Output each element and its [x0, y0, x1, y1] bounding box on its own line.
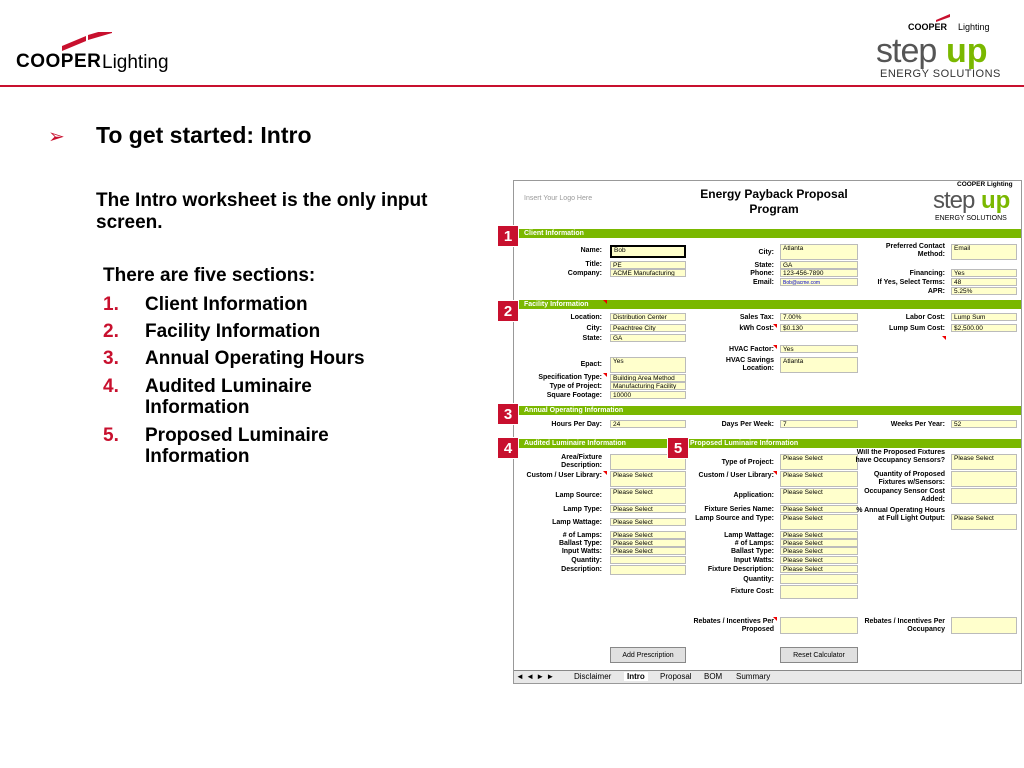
proposed-qty-label: Quantity: — [743, 576, 774, 583]
stepup-logo — [876, 12, 1006, 82]
client-contact-field[interactable]: Email — [951, 244, 1017, 260]
client-state-label: State: — [754, 262, 774, 269]
proposed-source-label: Lamp Source and Type: — [695, 515, 774, 522]
days-per-week-label: Days Per Week: — [721, 421, 774, 428]
proposed-wattage-label: Lamp Wattage: — [724, 532, 774, 539]
client-title-label: Title: — [585, 261, 602, 268]
section-badge-1: 1 — [497, 225, 519, 247]
section-luminaire-header — [514, 439, 1021, 448]
client-city-field[interactable]: Atlanta — [780, 244, 858, 260]
audited-lamps-label: # of Lamps: — [562, 532, 602, 539]
add-prescription-button[interactable]: Add Prescription — [610, 647, 686, 663]
client-company-label: Company: — [567, 270, 602, 277]
audited-qty-field[interactable] — [610, 556, 686, 564]
client-name-label: Name: — [580, 247, 602, 254]
audited-input-label: Input Watts: — [561, 548, 602, 555]
client-terms-label: If Yes, Select Terms: — [877, 279, 945, 286]
proposed-ballast-field[interactable]: Please Select — [780, 547, 858, 555]
cooper-lighting-logo — [16, 32, 186, 78]
sheet-title: Energy Payback Proposal Program — [700, 187, 848, 216]
list-text: Client Information — [145, 294, 308, 315]
client-company-field[interactable]: ACME Manufacturing — [610, 269, 686, 277]
client-email-field[interactable]: Bob@acme.com — [780, 278, 858, 286]
comment-indicator-icon — [603, 471, 607, 475]
list-item — [103, 376, 405, 418]
proposed-wattage-field[interactable]: Please Select — [780, 531, 858, 539]
list-text: Audited Luminaire Information — [145, 376, 312, 418]
comment-indicator-icon — [773, 471, 777, 475]
facility-spec-label: Specification Type: — [538, 374, 602, 381]
facility-project-field[interactable]: Manufacturing Facility — [610, 382, 686, 390]
proposed-fixture-desc-field[interactable]: Please Select — [780, 565, 858, 573]
title-bullet-icon: ➢ — [48, 126, 65, 148]
comment-indicator-icon — [942, 336, 946, 340]
list-number: 4. — [103, 376, 119, 397]
client-contact-label: Preferred Contact Method: — [885, 243, 945, 258]
tab-summary[interactable]: Summary — [736, 672, 771, 681]
client-email-label: Email: — [752, 279, 774, 286]
intro-paragraph: The Intro worksheet is the only input screen. — [96, 190, 428, 233]
audited-desc-label: Description: — [561, 566, 602, 573]
proposed-cost-label: Fixture Cost: — [730, 588, 774, 595]
logo-placeholder: Insert Your Logo Here — [524, 195, 593, 202]
client-financing-label: Financing: — [909, 270, 945, 277]
audited-desc-field[interactable] — [610, 565, 686, 575]
client-name-field[interactable]: Bob — [610, 245, 686, 258]
header-divider — [0, 85, 1024, 87]
section-badge-3: 3 — [497, 403, 519, 425]
proposed-source-field[interactable]: Please Select — [780, 514, 858, 530]
facility-hvac-label: HVAC Factor: — [729, 346, 774, 353]
logo-cooper-text: COOPER — [16, 51, 102, 72]
list-number: 2. — [103, 321, 119, 342]
proposed-cost-field[interactable] — [780, 585, 858, 599]
list-item — [103, 294, 405, 315]
proposed-lamps-field[interactable]: Please Select — [780, 539, 858, 547]
client-phone-label: Phone: — [750, 270, 774, 277]
tab-bom[interactable]: BOM — [704, 672, 723, 681]
proposed-rebates-field[interactable] — [780, 617, 858, 634]
audited-type-label: Lamp Type: — [563, 506, 602, 513]
proposed-rebates-label: Rebates / Incentives Per Proposed — [693, 618, 774, 633]
tab-disclaimer[interactable]: Disclaimer — [574, 672, 612, 681]
proposed-occupancy-label: Will the Proposed Fixtures have Occupancy Sensors? — [855, 449, 945, 464]
days-per-week-field[interactable]: 7 — [780, 420, 858, 428]
facility-epact-field[interactable]: Yes — [610, 357, 686, 373]
proposed-full-light-field[interactable]: Please Select — [951, 514, 1017, 530]
proposed-occupancy-cost-field[interactable] — [951, 488, 1017, 504]
list-item — [103, 425, 405, 467]
proposed-qty-field[interactable] — [780, 574, 858, 584]
facility-tax-field[interactable]: 7.00% — [780, 313, 858, 321]
client-financing-field[interactable]: Yes — [951, 269, 1017, 277]
tab-proposal[interactable]: Proposal — [660, 672, 692, 681]
client-title-field[interactable]: PE — [610, 261, 686, 269]
facility-location-label: Location: — [570, 314, 602, 321]
proposed-full-light-label: % Annual Operating Hours at Full Light Output: — [856, 507, 945, 522]
stepup-cooper-text: COOPER — [908, 22, 948, 32]
comment-indicator-icon — [773, 617, 777, 621]
section-client-header: Client Information — [514, 229, 1021, 238]
proposed-ballast-label: Ballast Type: — [730, 548, 774, 555]
comment-indicator-icon — [603, 373, 607, 377]
proposed-project-label: Type of Project: — [721, 459, 774, 466]
proposed-project-field[interactable]: Please Select — [780, 454, 858, 470]
facility-lump-field[interactable]: $2,500.00 — [951, 324, 1017, 332]
sheet-logo-up: up — [981, 187, 1011, 214]
facility-state-label: State: — [582, 335, 602, 342]
list-text: Proposed Luminaire Information — [145, 425, 329, 467]
audited-qty-label: Quantity: — [571, 557, 602, 564]
list-item — [103, 321, 405, 342]
proposed-occupancy-qty-field[interactable] — [951, 471, 1017, 487]
section-badge-5: 5 — [667, 437, 689, 459]
proposed-library-label: Custom / User Library: — [698, 472, 774, 479]
logo-lighting-text: Lighting — [102, 52, 169, 73]
proposed-occupancy-field[interactable]: Please Select — [951, 454, 1017, 470]
stepup-logo-mark-icon — [936, 12, 966, 22]
facility-lump-label: Lump Sum Cost: — [889, 325, 945, 332]
facility-labor-field[interactable]: Lump Sum — [951, 313, 1017, 321]
tab-intro[interactable]: Intro — [624, 672, 648, 681]
facility-location-field[interactable]: Distribution Center — [610, 313, 686, 321]
facility-project-label: Type of Project: — [549, 383, 602, 390]
stepup-lighting-text: Lighting — [958, 22, 990, 32]
sheet-logo-tagline: ENERGY SOLUTIONS — [935, 215, 1007, 222]
facility-labor-label: Labor Cost: — [905, 314, 945, 321]
audited-source-field[interactable]: Please Select — [610, 488, 686, 504]
client-terms-field[interactable]: 48 — [951, 278, 1017, 286]
hours-per-day-label: Hours Per Day: — [551, 421, 602, 428]
sections-heading: There are five sections: — [103, 265, 316, 286]
audited-lamps-field[interactable]: Please Select — [610, 531, 686, 539]
list-number: 1. — [103, 294, 119, 315]
proposed-rebates-occupancy-label: Rebates / Incentives Per Occupancy — [864, 618, 945, 633]
stepup-tagline: ENERGY SOLUTIONS — [880, 68, 1001, 80]
facility-spec-field[interactable]: Building Area Method — [610, 374, 686, 382]
client-apr-field[interactable]: 5.25% — [951, 287, 1017, 295]
proposed-application-field[interactable]: Please Select — [780, 488, 858, 504]
audited-ballast-label: Ballast Type: — [558, 540, 602, 547]
audited-type-field[interactable]: Please Select — [610, 505, 686, 513]
facility-hvac-location-label: HVAC Savings Location: — [725, 357, 774, 372]
facility-tax-label: Sales Tax: — [739, 314, 774, 321]
facility-epact-label: Epact: — [580, 361, 602, 368]
comment-indicator-icon — [773, 324, 777, 328]
section-hours-header: Annual Operating Information — [514, 406, 1021, 415]
proposed-series-label: Fixture Series Name: — [704, 506, 774, 513]
list-number: 5. — [103, 425, 119, 446]
proposed-series-field[interactable]: Please Select — [780, 505, 858, 513]
facility-kwh-field[interactable]: $0.130 — [780, 324, 858, 332]
section-audited-title: Audited Luminaire Information — [524, 440, 626, 447]
audited-library-field[interactable]: Please Select — [610, 471, 686, 487]
client-phone-field[interactable]: 123-456-7890 — [780, 269, 858, 277]
hours-per-day-field[interactable]: 24 — [610, 420, 686, 428]
facility-hvac-location-field[interactable]: Atlanta — [780, 357, 858, 373]
section-facility-header: Facility Information — [514, 300, 1021, 309]
proposed-rebates-occupancy-field[interactable] — [951, 617, 1017, 634]
slide-title: To get started: Intro — [96, 122, 312, 148]
comment-indicator-icon — [773, 345, 777, 349]
section-badge-2: 2 — [497, 300, 519, 322]
audited-source-label: Lamp Source: — [555, 492, 602, 499]
facility-sqft-field[interactable]: 10000 — [610, 391, 686, 399]
audited-area-label: Area/Fixture Description: — [561, 454, 602, 469]
proposed-lamps-label: # of Lamps: — [734, 540, 774, 547]
comment-indicator-icon — [603, 300, 607, 304]
proposed-occupancy-qty-label: Quantity of Proposed Fixtures w/Sensors: — [873, 471, 945, 486]
proposed-library-field[interactable]: Please Select — [780, 471, 858, 487]
list-text: Annual Operating Hours — [145, 348, 365, 369]
sheet-nav-arrows-icon[interactable]: ◄ ◄ ► ► — [516, 672, 555, 681]
cooper-logo-mark-icon — [62, 32, 122, 52]
stepup-step-text: step — [876, 32, 937, 70]
reset-calculator-button[interactable]: Reset Calculator — [780, 647, 858, 663]
intro-worksheet-screenshot — [513, 180, 1022, 684]
client-apr-label: APR: — [927, 288, 945, 295]
client-state-field[interactable]: GA — [780, 261, 858, 269]
sheet-logo-step: step — [933, 187, 975, 214]
audited-ballast-field[interactable]: Please Select — [610, 539, 686, 547]
section-badge-4: 4 — [497, 437, 519, 459]
audited-wattage-field[interactable]: Please Select — [610, 518, 686, 526]
proposed-application-label: Application: — [733, 492, 774, 499]
facility-hvac-field[interactable]: Yes — [780, 345, 858, 353]
facility-state-field[interactable]: GA — [610, 334, 686, 342]
list-item — [103, 348, 405, 369]
facility-sqft-label: Square Footage: — [546, 392, 602, 399]
facility-city-label: City: — [586, 325, 602, 332]
audited-input-field[interactable]: Please Select — [610, 547, 686, 555]
facility-city-field[interactable]: Peachtree City — [610, 324, 686, 332]
sheet-stepup-logo — [929, 181, 1019, 225]
proposed-fixture-desc-label: Fixture Description: — [707, 566, 774, 573]
audited-library-label: Custom / User Library: — [526, 472, 602, 479]
facility-kwh-label: kWh Cost: — [739, 325, 774, 332]
proposed-input-label: Input Watts: — [733, 557, 774, 564]
proposed-occupancy-cost-label: Occupancy Sensor Cost Added: — [864, 488, 945, 503]
stepup-up-text: up — [946, 32, 988, 70]
client-city-label: City: — [758, 249, 774, 256]
section-proposed-title: Proposed Luminaire Information — [690, 440, 799, 447]
sheet-logo-cooper: COOPER Lighting — [957, 181, 1013, 188]
weeks-per-year-label: Weeks Per Year: — [890, 421, 945, 428]
sheet-tab-bar — [514, 670, 1021, 684]
weeks-per-year-field[interactable]: 52 — [951, 420, 1017, 428]
audited-wattage-label: Lamp Wattage: — [552, 519, 602, 526]
proposed-input-field[interactable]: Please Select — [780, 556, 858, 564]
list-number: 3. — [103, 348, 119, 369]
list-text: Facility Information — [145, 321, 321, 342]
